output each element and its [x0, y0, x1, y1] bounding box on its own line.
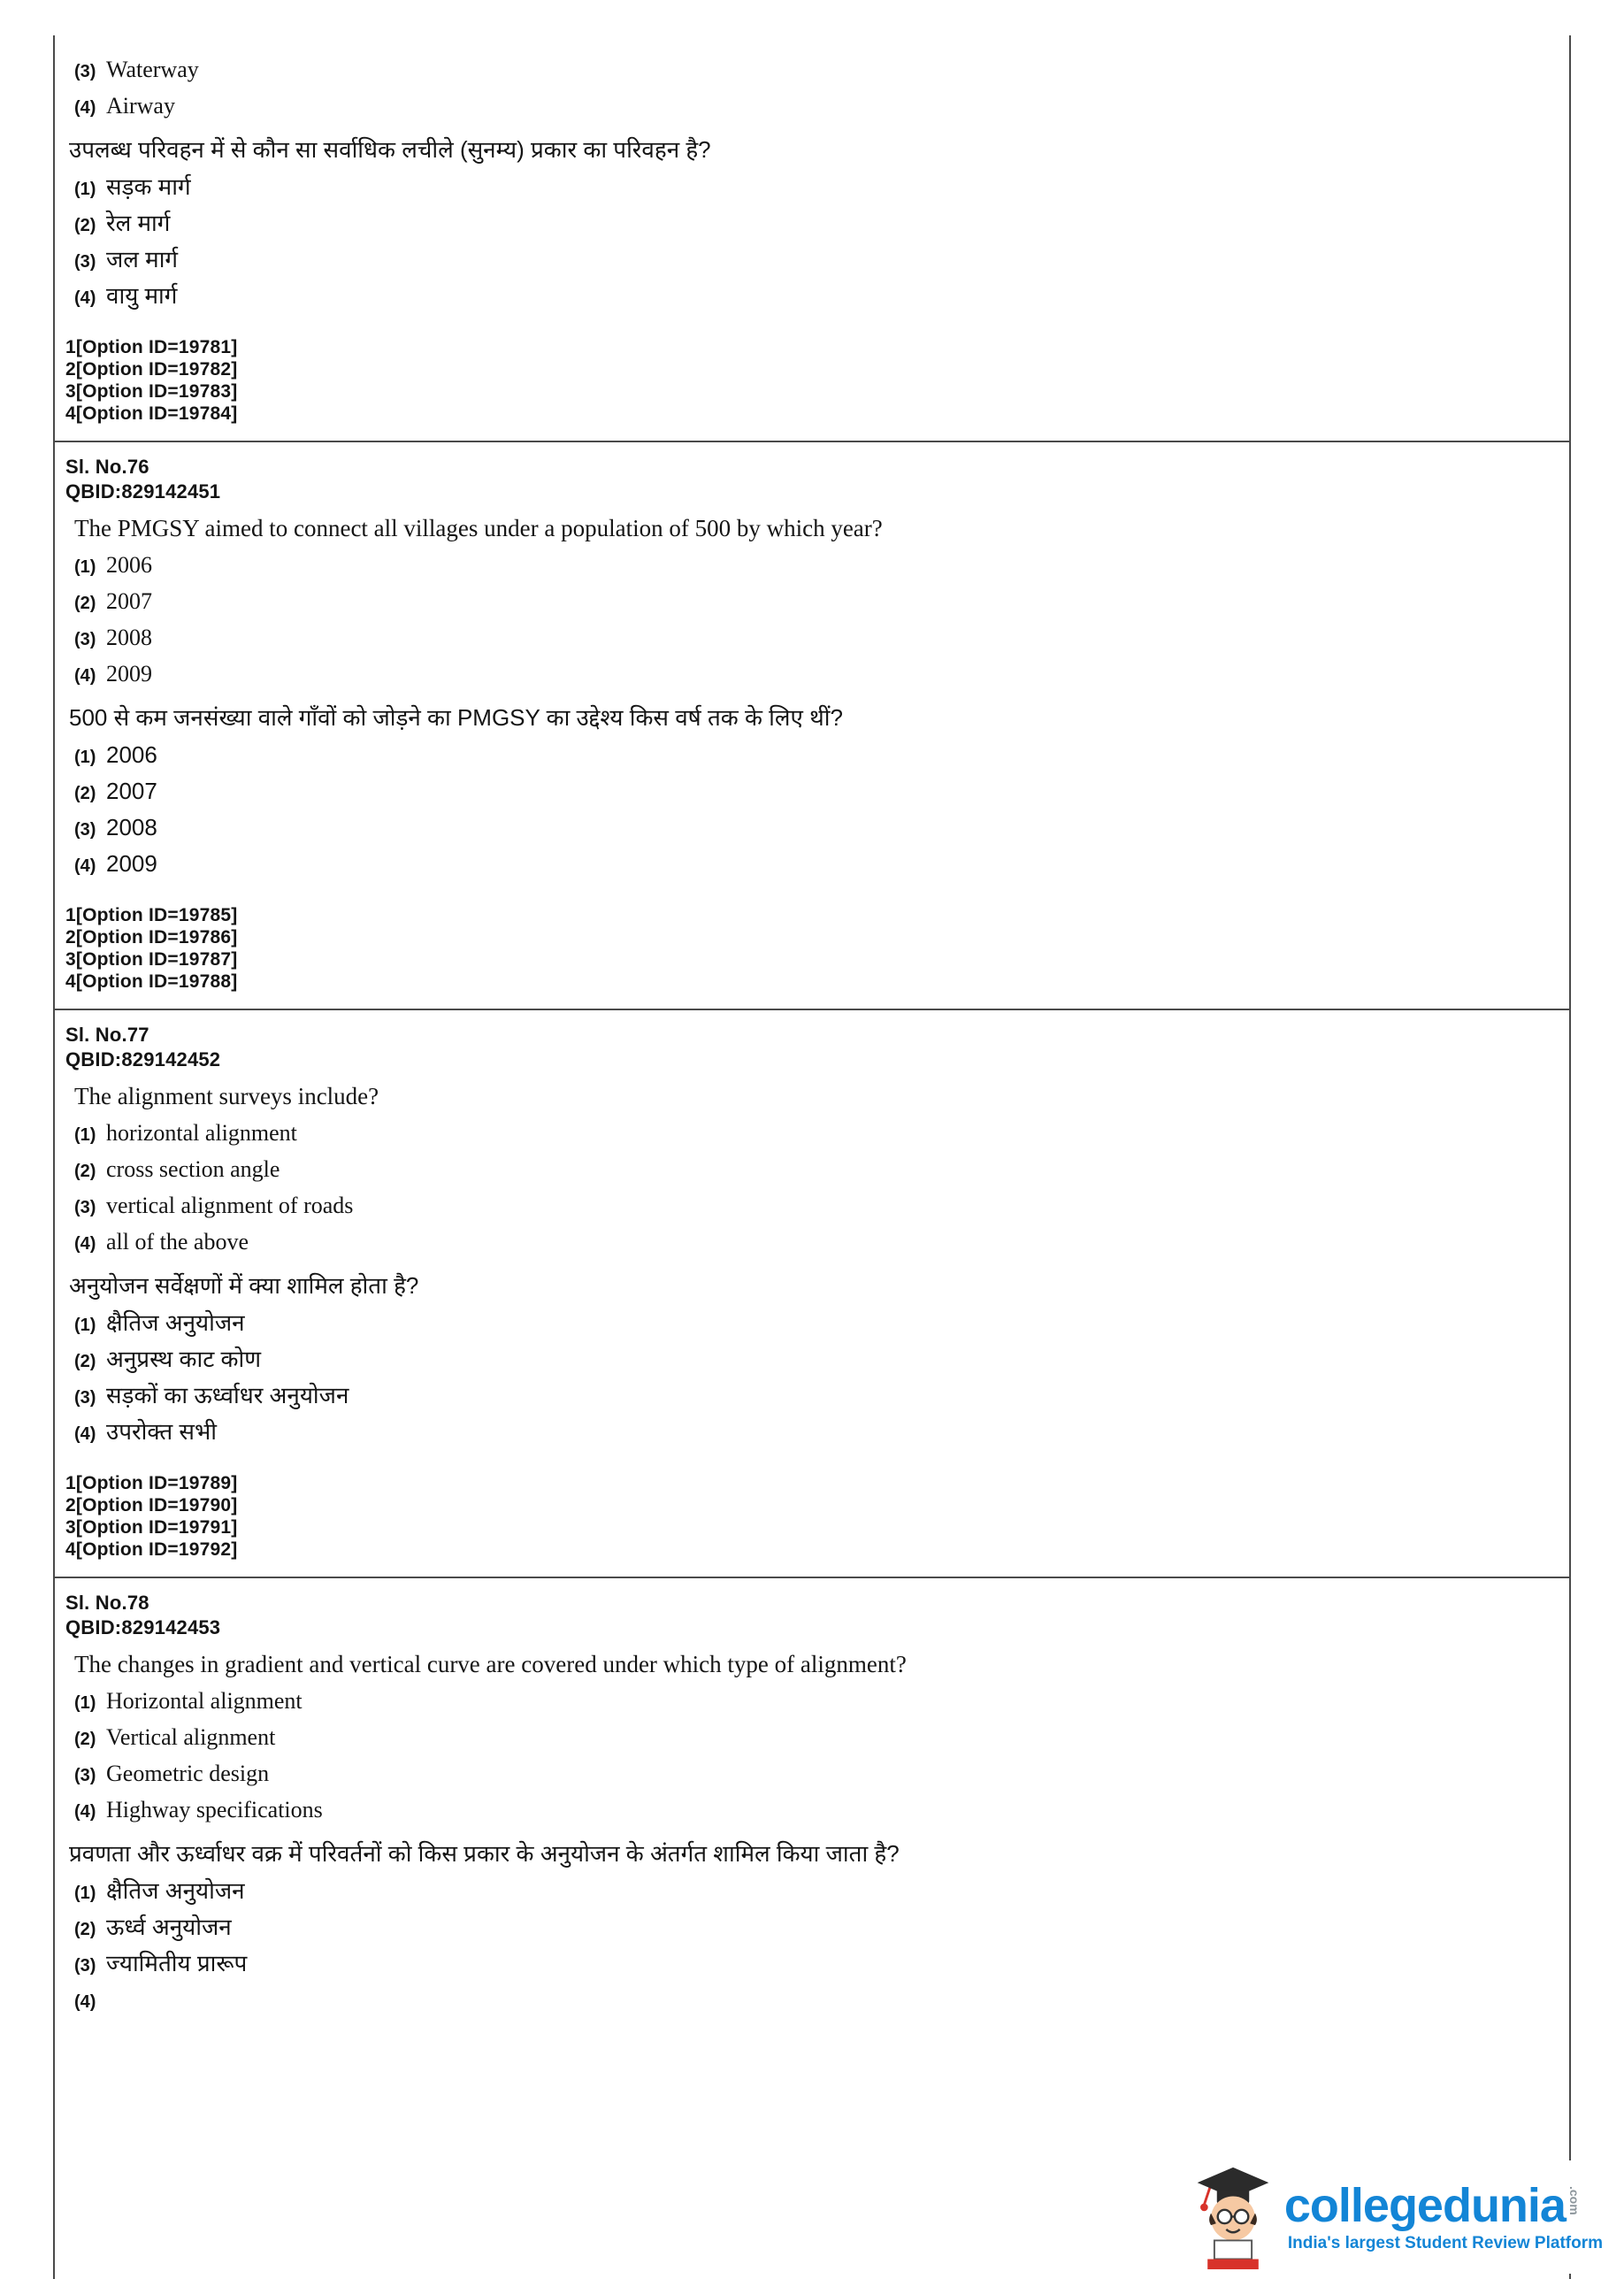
option-text: Highway specifications [106, 1797, 323, 1822]
option-row [62, 1417, 1548, 1446]
option-text: 2007 [106, 588, 152, 614]
option-row [62, 551, 1548, 579]
question-block [55, 1577, 1569, 2037]
option-text: all of the above [106, 1229, 249, 1255]
option-row [62, 1155, 1548, 1184]
option-number: (3) [74, 1956, 96, 1976]
question-text-english: The PMGSY aimed to connect all villages under a population of 500 by which year? [74, 515, 883, 541]
option-text: Horizontal alignment [106, 1688, 303, 1714]
option-number: (4) [74, 1234, 96, 1254]
question-text-hindi: 500 से कम जनसंख्या वाले गाँवों को जोड़ने का PMGSY का उद्देश्य किस वर्ष तक के लिए थीं? [69, 704, 843, 731]
option-text: 2006 [106, 741, 157, 768]
option-row [62, 281, 1548, 310]
option-number: (1) [74, 1316, 96, 1335]
option-text: वायु मार्ग [106, 282, 178, 309]
option-text: क्षैतिज अनुयोजन [106, 1877, 245, 1904]
brand-text: collegedunia [1283, 2179, 1566, 2232]
option-number: (2) [74, 594, 96, 613]
option-text: क्षैतिज अनुयोजन [106, 1309, 245, 1336]
option-row [62, 1876, 1548, 1905]
option-number: (2) [74, 784, 96, 803]
question-qbid: QBID:829142451 [65, 480, 221, 503]
question-serial-number: Sl. No.77 [65, 1024, 149, 1046]
option-row [62, 1723, 1548, 1752]
option-row [62, 173, 1548, 201]
option-id-line: 3[Option ID=19791] [65, 1517, 238, 1538]
brand-tagline: India's largest Student Review Platform [1287, 2234, 1603, 2252]
option-number: (4) [74, 666, 96, 686]
option-text: 2008 [106, 625, 152, 650]
option-number: (3) [74, 1766, 96, 1785]
option-number: (1) [74, 748, 96, 767]
question-text-english: The changes in gradient and vertical curve are covered under which type of alignment? [74, 1651, 907, 1677]
option-text: Vertical alignment [106, 1724, 276, 1750]
question-block [55, 35, 1569, 441]
option-row [62, 1228, 1548, 1256]
option-row [62, 1949, 1548, 1977]
option-number: (1) [74, 557, 96, 577]
option-number: (2) [74, 1352, 96, 1371]
option-row [62, 624, 1548, 652]
option-number: (1) [74, 1125, 96, 1145]
option-row [62, 1192, 1548, 1220]
option-row [62, 813, 1548, 841]
option-text: 2007 [106, 778, 157, 804]
option-number: (4) [74, 288, 96, 308]
option-text: उपरोक्त सभी [106, 1418, 217, 1445]
option-text: Geometric design [106, 1761, 270, 1786]
question-block [55, 441, 1569, 1009]
option-number: (4) [74, 98, 96, 118]
option-number: (2) [74, 1162, 96, 1181]
option-text: सड़क मार्ग [106, 173, 191, 200]
option-id-line: 1[Option ID=19789] [65, 1473, 238, 1493]
question-text-english: The alignment surveys include? [74, 1083, 379, 1109]
option-row [62, 849, 1548, 878]
brand-suffix: .com [1567, 2186, 1582, 2215]
option-text: horizontal alignment [106, 1120, 297, 1146]
option-row [62, 245, 1548, 273]
option-text: सड़कों का ऊर्ध्वाधर अनुयोजन [106, 1382, 349, 1408]
option-id-block [62, 904, 1548, 993]
collegedunia-logo [1185, 2160, 1608, 2274]
option-row [62, 1119, 1548, 1147]
option-number: (4) [74, 1424, 96, 1444]
question-qbid: QBID:829142453 [65, 1616, 221, 1638]
option-row [62, 92, 1548, 120]
option-text: Airway [106, 93, 175, 119]
option-number: (3) [74, 820, 96, 840]
option-row [62, 1913, 1548, 1941]
mascot-icon [1191, 2164, 1275, 2270]
option-row [62, 1345, 1548, 1373]
option-id-line: 1[Option ID=19785] [65, 905, 238, 925]
option-id-line: 2[Option ID=19786] [65, 927, 238, 948]
option-number: (2) [74, 216, 96, 235]
option-text: 2009 [106, 850, 157, 877]
option-row [62, 1760, 1548, 1788]
option-text: ऊर्ध्व अनुयोजन [106, 1914, 232, 1940]
option-id-line: 2[Option ID=19790] [65, 1495, 238, 1515]
question-text-hindi: अनुयोजन सर्वेक्षणों में क्या शामिल होता है? [69, 1272, 419, 1299]
option-id-line: 4[Option ID=19792] [65, 1539, 238, 1560]
option-number: (3) [74, 1198, 96, 1217]
option-row [62, 56, 1548, 84]
option-number: (3) [74, 62, 96, 81]
option-number: (1) [74, 1884, 96, 1903]
option-row [62, 1687, 1548, 1715]
option-row [62, 1985, 1548, 2014]
option-number: (2) [74, 1730, 96, 1749]
option-row [62, 1381, 1548, 1409]
option-number: (1) [74, 180, 96, 199]
option-text: रेल मार्ग [106, 210, 171, 236]
option-text: vertical alignment of roads [106, 1193, 354, 1218]
option-id-line: 1[Option ID=19781] [65, 337, 238, 357]
option-text: 2008 [106, 814, 157, 840]
option-number: (4) [74, 1992, 96, 2012]
option-text: Waterway [106, 57, 199, 82]
option-row [62, 777, 1548, 805]
option-number: (1) [74, 1693, 96, 1713]
option-id-line: 2[Option ID=19782] [65, 359, 238, 380]
question-paper-sheet [53, 35, 1571, 2279]
option-id-block [62, 1472, 1548, 1561]
option-row [62, 740, 1548, 769]
option-text: अनुप्रस्थ काट कोण [106, 1346, 262, 1372]
option-id-line: 3[Option ID=19783] [65, 381, 238, 402]
option-text: जल मार्ग [106, 246, 179, 272]
question-block [55, 1009, 1569, 1577]
option-row [62, 660, 1548, 688]
option-id-line: 3[Option ID=19787] [65, 949, 238, 970]
question-serial-number: Sl. No.78 [65, 1592, 149, 1614]
question-qbid: QBID:829142452 [65, 1048, 221, 1070]
option-row [62, 209, 1548, 237]
option-number: (2) [74, 1920, 96, 1939]
option-row [62, 1796, 1548, 1824]
question-list [55, 35, 1569, 2037]
option-text: cross section angle [106, 1156, 280, 1182]
option-number: (4) [74, 1802, 96, 1822]
option-row [62, 587, 1548, 616]
option-number: (3) [74, 630, 96, 649]
option-text: ज्यामितीय प्रारूप [106, 1950, 248, 1976]
option-id-line: 4[Option ID=19788] [65, 971, 238, 992]
question-text-hindi: प्रवणता और ऊर्ध्वाधर वक्र में परिवर्तनों को किस प्रकार के अनुयोजन के अंतर्गत शामिल किया जाता है? [69, 1840, 900, 1867]
option-row [62, 1308, 1548, 1337]
option-number: (3) [74, 1388, 96, 1408]
option-id-block [62, 336, 1548, 425]
option-id-line: 4[Option ID=19784] [65, 403, 238, 424]
question-text-hindi: उपलब्ध परिवहन में से कौन सा सर्वाधिक लचीले (सुनम्य) प्रकार का परिवहन है? [69, 136, 711, 163]
option-text: 2009 [106, 661, 152, 687]
option-number: (4) [74, 856, 96, 876]
option-text: 2006 [106, 552, 152, 578]
question-serial-number: Sl. No.76 [65, 456, 149, 478]
option-number: (3) [74, 252, 96, 272]
